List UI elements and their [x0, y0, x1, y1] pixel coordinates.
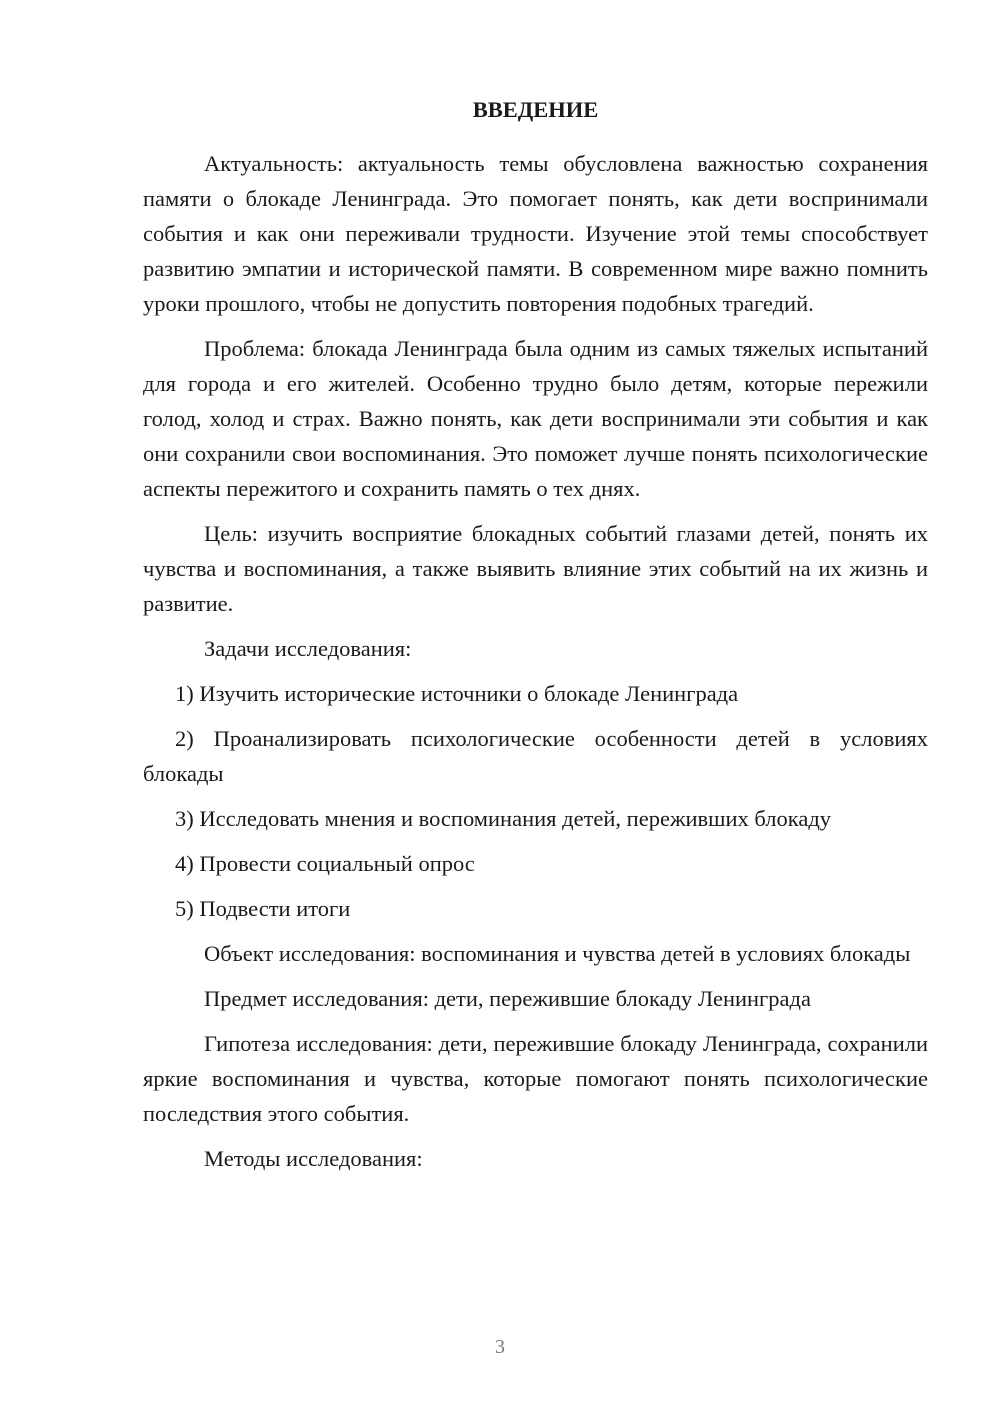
subject-paragraph: Предмет исследования: дети, пережившие блокаду Ленинграда: [204, 986, 811, 1011]
page-title: ВВЕДЕНИЕ: [472, 97, 599, 122]
task-item: 4) Провести социальный опрос: [175, 851, 475, 876]
goal-paragraph: Цель: изучить восприятие блокадных событий глазами детей, понять их чувства и воспоминания, а также выявить влияние этих событий на их жизнь и развитие.: [143, 521, 928, 616]
page-number: 3: [495, 1336, 505, 1358]
task-item: 5) Подвести итоги: [175, 896, 351, 921]
task-item: 2) Проанализировать психологические особенности детей в условиях блокады: [143, 726, 928, 786]
methods-heading: Методы исследования:: [204, 1146, 423, 1171]
object-paragraph: Объект исследования: воспоминания и чувства детей в условиях блокады: [204, 941, 911, 966]
task-item: 1) Изучить исторические источники о блокаде Ленинграда: [175, 681, 739, 706]
tasks-heading: Задачи исследования:: [204, 636, 412, 661]
relevance-paragraph: Актуальность: актуальность темы обусловлена важностью сохранения памяти о блокаде Ленинграда. Это помогает понять, как дети воспринимали события и как они переживали трудности. Изучение этой темы способствует развитию эмпатии и исторической памяти. В современном мире важно помнить уроки прошлого, чтобы не допустить повторения подобных трагедий.: [143, 151, 928, 316]
page-content: [143, 92, 928, 1186]
task-item: 3) Исследовать мнения и воспоминания детей, переживших блокаду: [175, 806, 832, 831]
hypothesis-paragraph: Гипотеза исследования: дети, пережившие блокаду Ленинграда, сохранили яркие воспоминания и чувства, которые помогают понять психологические последствия этого события.: [143, 1031, 928, 1126]
problem-paragraph: Проблема: блокада Ленинграда была одним из самых тяжелых испытаний для города и его жителей. Особенно трудно было детям, которые пережили голод, холод и страх. Важно понять, как дети воспринимали эти события и как они сохранили свои воспоминания. Это поможет лучше понять психологические аспекты пережитого и сохранить память о тех днях.: [143, 336, 928, 501]
